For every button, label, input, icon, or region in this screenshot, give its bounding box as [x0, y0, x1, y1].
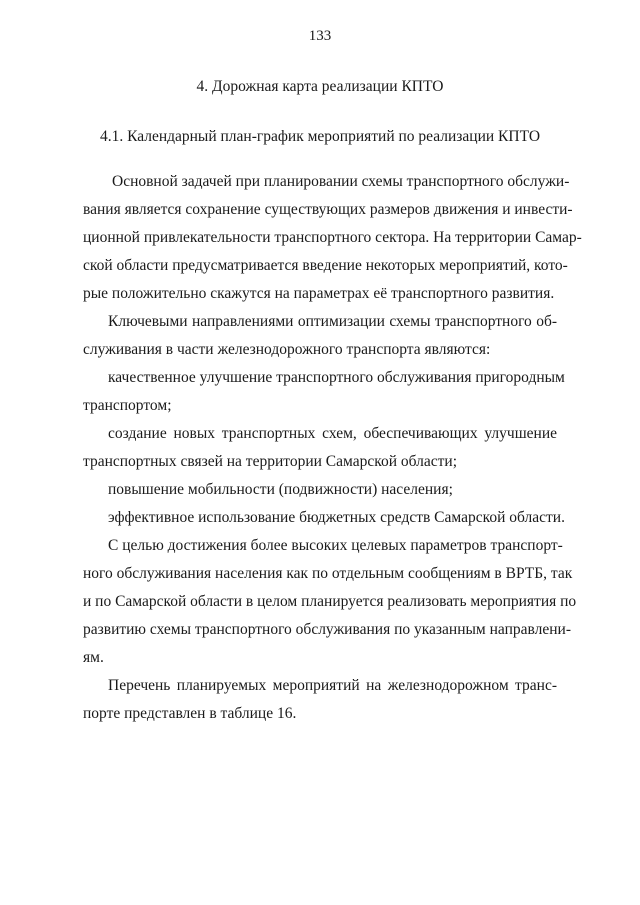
text-line: повышение мобильности (подвижности) населения;	[108, 481, 453, 498]
text-line: Ключевыми направлениями оптимизации схемы транспортного об-	[108, 313, 557, 330]
text-line: качественное улучшение транспортного обслуживания пригородным	[108, 369, 565, 386]
text-line: создание новых транспортных схем, обеспечивающих улучшение	[108, 425, 557, 442]
text-line: Перечень планируемых мероприятий на железнодорожном транс-	[108, 677, 557, 694]
text-line: С целью достижения более высоких целевых параметров транспорт-	[108, 537, 563, 554]
text-line: Основной задачей при планировании схемы транспортного обслужи-	[112, 173, 570, 190]
text-line: ного обслуживания населения как по отдельным сообщениям в ВРТБ, так	[83, 565, 573, 582]
text-line: ционной привлекательности транспортного сектора. На территории Самар-	[83, 229, 582, 246]
text-line: развитию схемы транспортного обслуживания по указанным направлени-	[83, 621, 571, 638]
text-line: порте представлен в таблице 16.	[83, 705, 297, 722]
page-number: 133	[308, 28, 332, 44]
section-title: 4. Дорожная карта реализации КПТО	[196, 78, 444, 95]
text-line: транспортных связей на территории Самарской области;	[83, 453, 458, 470]
text-line: транспортом;	[83, 397, 172, 414]
text-line: ям.	[83, 649, 104, 666]
text-line: служивания в части железнодорожного транспорта являются:	[83, 341, 491, 358]
text-line: и по Самарской области в целом планируется реализовать мероприятия по	[83, 593, 577, 610]
text-line: ской области предусматривается введение некоторых мероприятий, кото-	[83, 257, 568, 274]
subsection-title: 4.1. Календарный план-график мероприятий по реализации КПТО	[99, 128, 541, 145]
text-line: рые положительно скажутся на параметрах её транспортного развития.	[83, 285, 555, 302]
text-line: эффективное использование бюджетных средств Самарской области.	[108, 509, 565, 526]
text-line: вания является сохранение существующих размеров движения и инвести-	[83, 201, 573, 218]
